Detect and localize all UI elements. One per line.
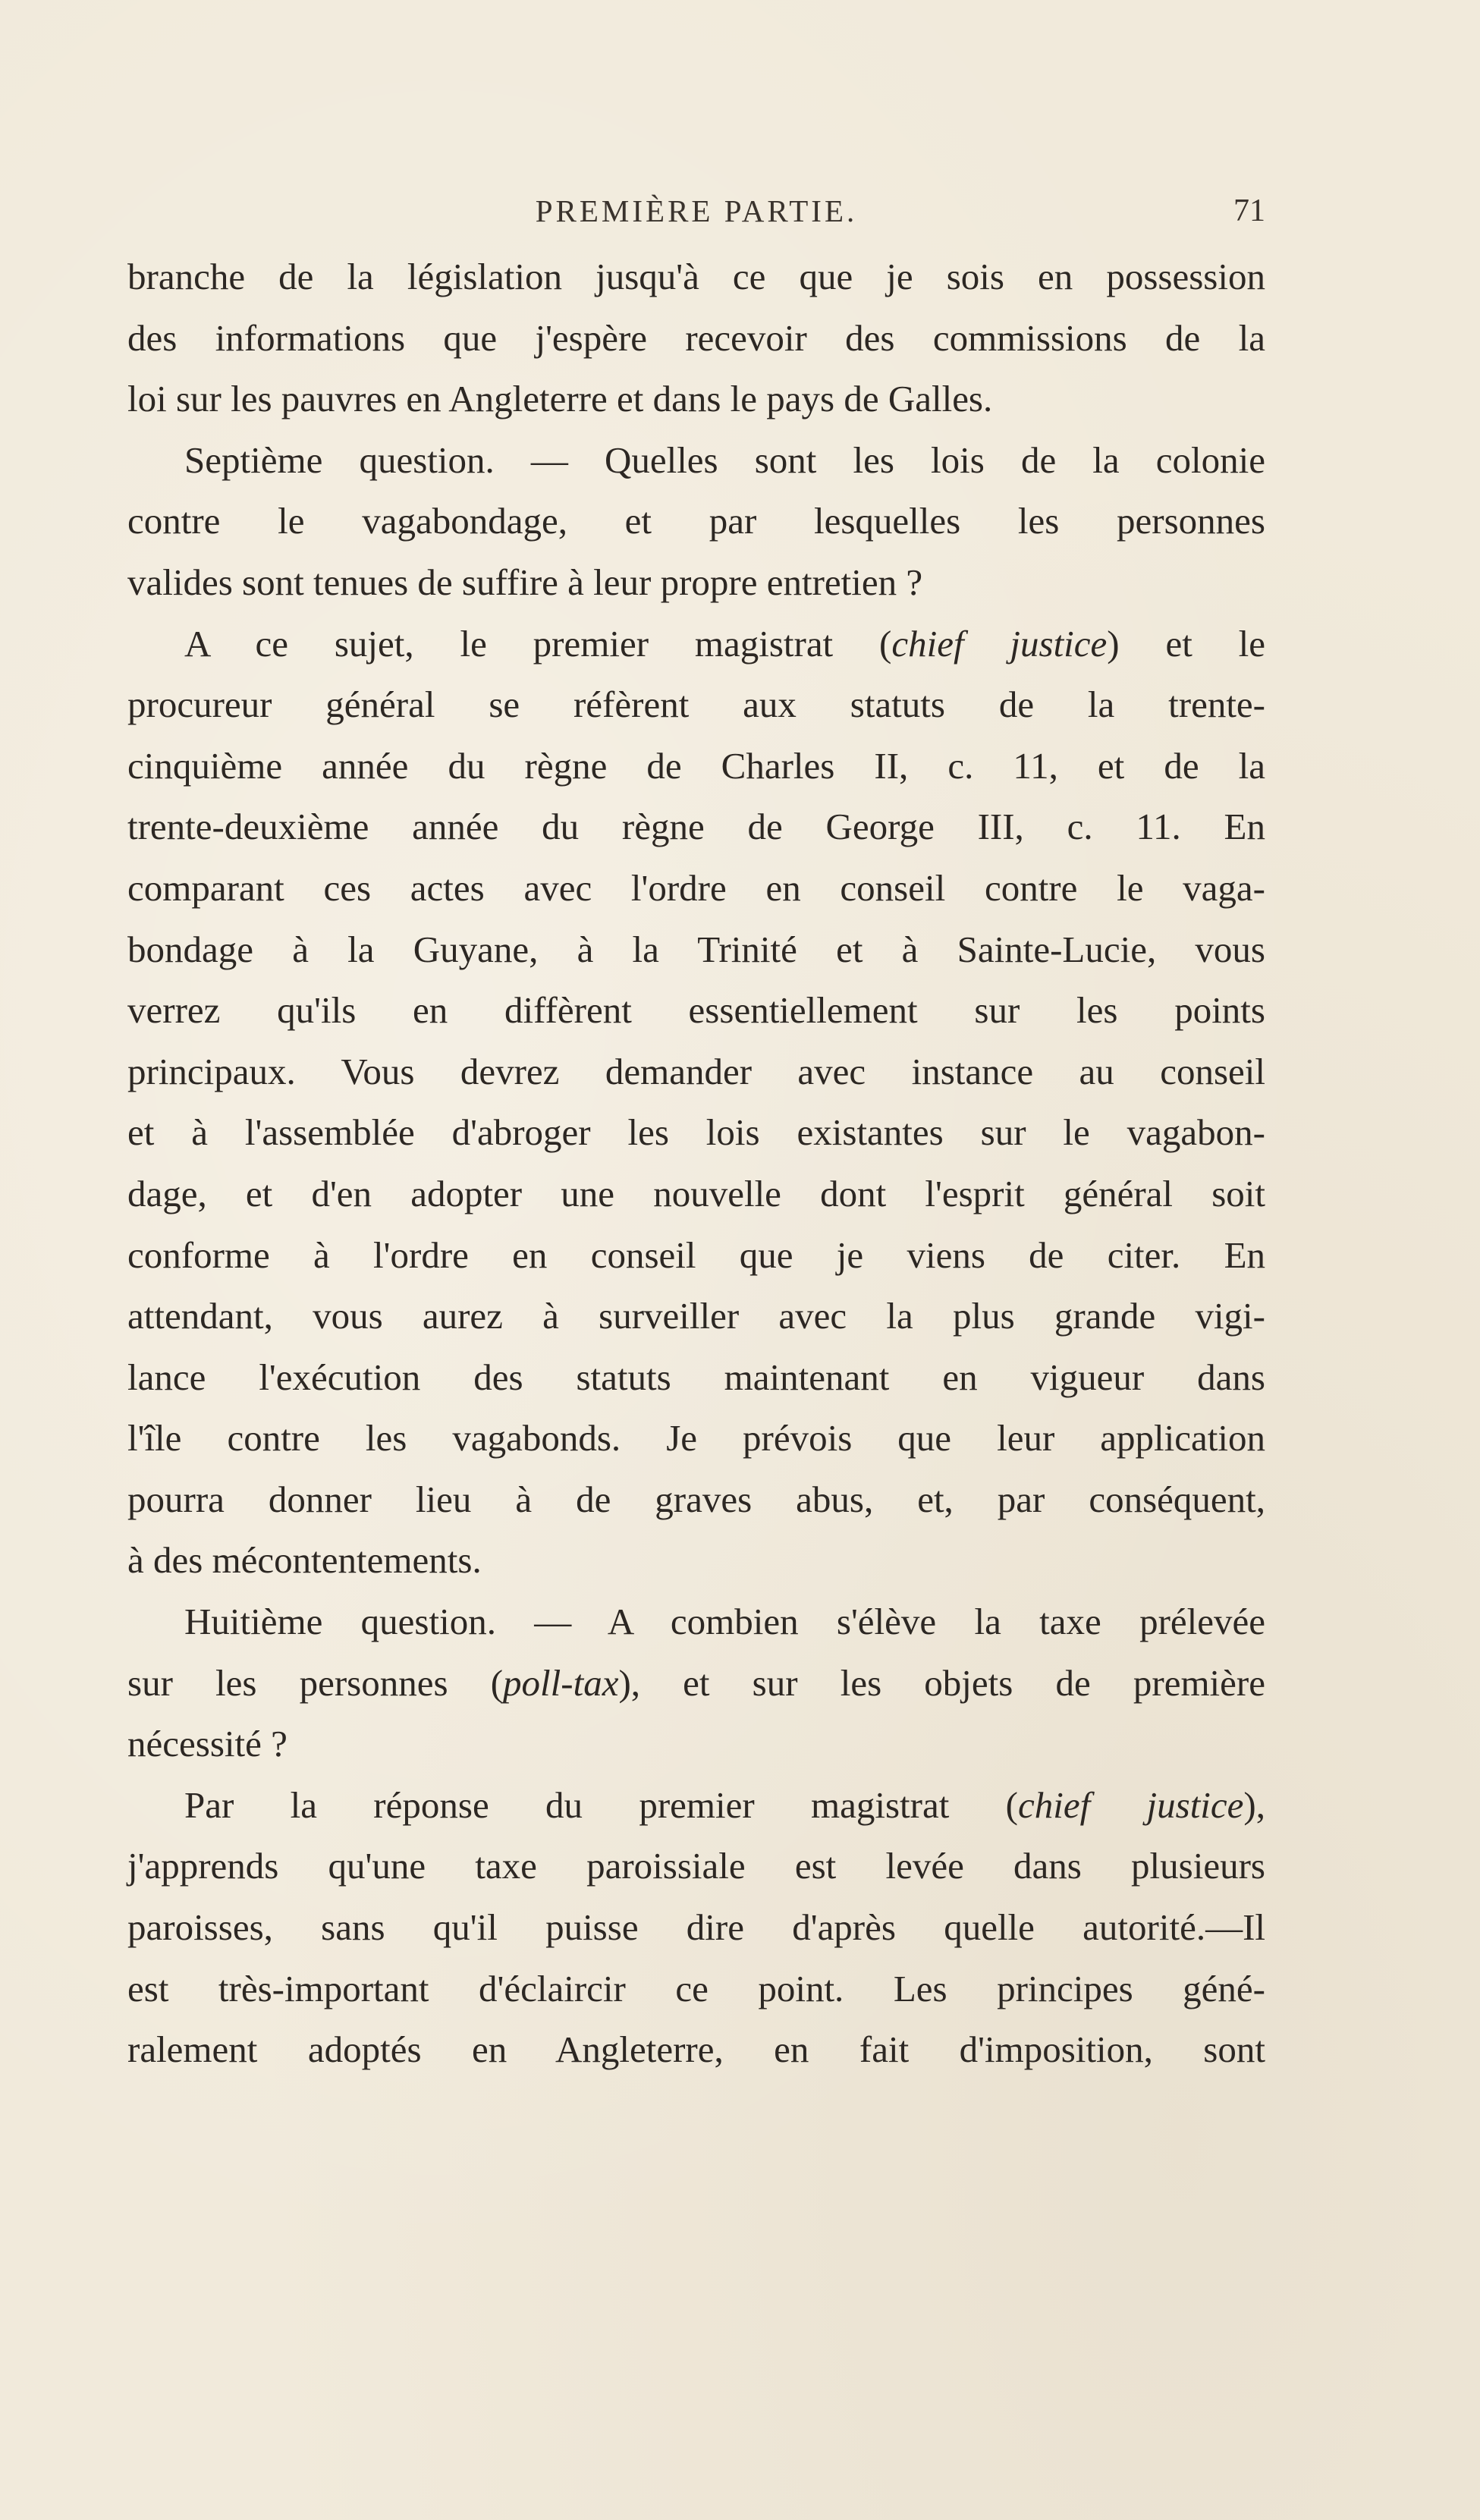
italic-term: chief justice <box>891 622 1108 665</box>
text-line: lance l'exécution des statuts maintenant en vigueur dans <box>127 1356 1265 1398</box>
text-line: comparant ces actes avec l'ordre en conseil contre le vaga- <box>127 866 1265 909</box>
text-segment: A ce sujet, le premier magistrat ( <box>184 622 892 665</box>
text-line: cinquième année du règne de Charles II, c. 11, et de la <box>127 744 1265 787</box>
text-line: ralement adoptés en Angleterre, en fait d'imposition, sont <box>127 2028 1265 2071</box>
text-line: l'île contre les vagabonds. Je prévois que leur application <box>127 1417 1265 1460</box>
text-line: bondage à la Guyane, à la Trinité et à Sainte-Lucie, vous <box>127 928 1265 970</box>
text-line: trente-deuxième année du règne de George III, c. 11. En <box>127 806 1265 848</box>
text-segment: ) et le <box>1107 622 1265 665</box>
text-line <box>127 1653 1265 1714</box>
text-segment: sur les personnes ( <box>127 1661 504 1704</box>
text-line: branche de la législation jusqu'à ce que je sois en possession <box>127 256 1265 297</box>
text-line: principaux. Vous devrez demander avec instance au conseil <box>127 1050 1265 1092</box>
text-line: verrez qu'ils en diffèrent essentiellement sur les points <box>127 989 1265 1032</box>
text-line: Septième question. — Quelles sont les lois de la colonie <box>184 438 1265 481</box>
text-line <box>127 614 1265 675</box>
text-line: des informations que j'espère recevoir des commissions de la <box>127 316 1265 359</box>
text-line: loi sur les pauvres en Angleterre et dans le pays de Galles. <box>127 378 993 420</box>
running-title: PREMIÈRE PARTIE. <box>535 193 858 228</box>
text-line: j'apprends qu'une taxe paroissiale est levée dans plusieurs <box>127 1845 1265 1887</box>
text-line <box>127 1775 1265 1837</box>
text-segment: Par la réponse du premier magistrat ( <box>184 1783 1018 1826</box>
text-line: Huitième question. — A combien s'élève la taxe prélevée <box>184 1601 1265 1643</box>
text-line: est très-important d'éclaircir ce point. Les principes géné- <box>127 1967 1265 2009</box>
text-line: attendant, vous aurez à surveiller avec la plus grande vigi- <box>127 1295 1265 1337</box>
text-line: et à l'assemblée d'abroger les lois existantes sur le vagabon- <box>127 1111 1265 1154</box>
text-line: paroisses, sans qu'il puisse dire d'après quelle autorité.—Il <box>127 1906 1265 1949</box>
running-head <box>127 188 1265 234</box>
text-segment: ), <box>1243 1783 1265 1826</box>
text-line: dage, et d'en adopter une nouvelle dont l'esprit général soit <box>127 1172 1265 1214</box>
text-line: procureur général se réfèrent aux statuts de la trente- <box>127 683 1265 726</box>
page-number: 71 <box>1233 193 1265 228</box>
italic-term: poll-tax <box>503 1661 619 1704</box>
text-line: contre le vagabondage, et par lesquelles les personnes <box>127 500 1265 542</box>
italic-term: chief justice <box>1017 1783 1244 1826</box>
text-line: valides sont tenues de suffire à leur propre entretien ? <box>127 561 923 603</box>
body-text <box>127 247 1265 2081</box>
text-line: pourra donner lieu à de graves abus, et, par conséquent, <box>127 1478 1265 1520</box>
text-line: conforme à l'ordre en conseil que je viens de citer. En <box>127 1233 1265 1276</box>
text-line: à des mécontentements. <box>127 1539 482 1582</box>
text-line: nécessité ? <box>127 1723 288 1765</box>
text-segment: ), et sur les objets de première <box>618 1661 1265 1704</box>
